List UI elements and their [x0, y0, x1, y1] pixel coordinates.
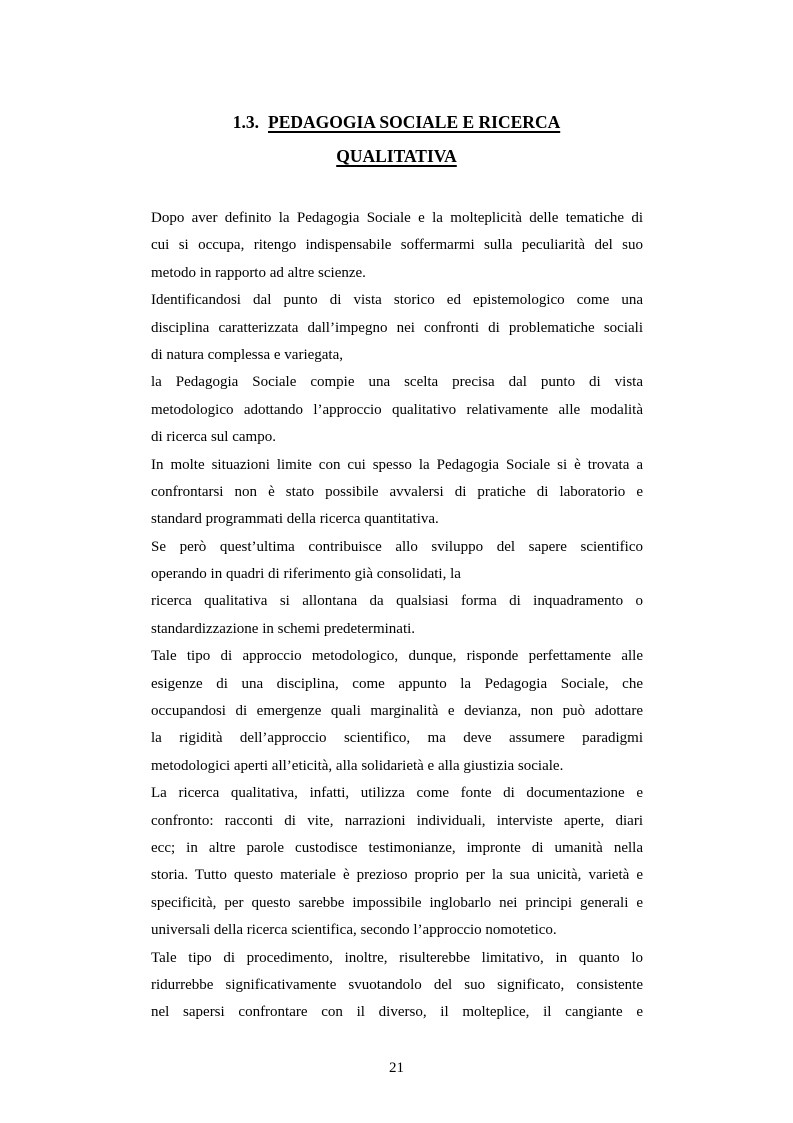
text-line: occupandosi di emergenze quali marginalità e devianza, non può adottare: [151, 703, 643, 720]
section-heading-line-2: [150, 146, 643, 166]
text-line: ridurrebbe significativamente svuotandolo del suo significato, consistente: [151, 976, 643, 993]
text-line: disciplina caratterizzata dall’impegno nei confronti di problematiche sociali: [151, 319, 643, 336]
text-line: la Pedagogia Sociale compie una scelta precisa dal punto di vista: [151, 374, 643, 391]
page-number: 21: [389, 1060, 404, 1076]
text-line: metodologici aperti all’eticità, alla solidarietà e alla giustizia sociale.: [151, 757, 564, 774]
text-line: di natura complessa e variegata,: [151, 346, 343, 363]
text-line: standardizzazione in schemi predeterminati.: [151, 620, 416, 637]
text-line: ecc; in altre parole custodisce testimonianze, impronte di umanità nella: [151, 839, 643, 856]
section-title-part-1: PEDAGOGIA SOCIALE E RICERCA: [268, 112, 561, 132]
text-line: metodologico adottando l’approccio qualitativo relativamente alle modalità: [151, 401, 643, 418]
section-title-part-2: QUALITATIVA: [336, 146, 457, 166]
section-heading-line-1: [150, 112, 643, 132]
text-line: Se però quest’ultima contribuisce allo sviluppo del sapere scientifico: [151, 538, 643, 555]
section-number: 1.3.: [232, 112, 260, 132]
text-line: Dopo aver definito la Pedagogia Sociale e la molteplicità delle tematiche di: [151, 210, 643, 226]
text-line: esigenze di una disciplina, come appunto la Pedagogia Sociale, che: [151, 675, 643, 692]
text-line: ricerca qualitativa si allontana da qualsiasi forma di inquadramento o: [151, 593, 643, 610]
text-line: Tale tipo di approccio metodologico, dunque, risponde perfettamente alle: [151, 648, 643, 665]
text-line: la rigidità dell’approccio scientifico, ma deve assumere paradigmi: [151, 730, 643, 747]
text-line: standard programmati della ricerca quantitativa.: [151, 511, 439, 528]
text-line: Identificandosi dal punto di vista storico ed epistemologico come una: [151, 292, 643, 309]
text-line: Tale tipo di procedimento, inoltre, risulterebbe limitativo, in quanto lo: [151, 949, 643, 966]
text-line: nel sapersi confrontare con il diverso, il molteplice, il cangiante e: [151, 1004, 643, 1021]
text-line: confronto: racconti di vite, narrazioni individuali, interviste aperte, diari: [151, 812, 643, 829]
text-line: La ricerca qualitativa, infatti, utilizza come fonte di documentazione e: [151, 785, 643, 802]
text-line: metodo in rapporto ad altre scienze.: [151, 264, 366, 281]
text-line: In molte situazioni limite con cui spesso la Pedagogia Sociale si è trovata a: [151, 456, 643, 473]
text-line: operando in quadri di riferimento già consolidati, la: [151, 566, 461, 583]
text-line: cui si occupa, ritengo indispensabile soffermarmi sulla peculiarità del suo: [151, 237, 643, 254]
text-line: universali della ricerca scientifica, secondo l’approccio nomotetico.: [151, 922, 557, 939]
text-line: confrontarsi non è stato possibile avvalersi di pratiche di laboratorio e: [151, 483, 643, 500]
text-line: storia. Tutto questo materiale è prezioso proprio per la sua unicità, varietà e: [151, 867, 643, 884]
body-text: [151, 205, 643, 1027]
text-line: specificità, per questo sarebbe impossibile inglobarlo nei principi generali e: [151, 894, 643, 911]
text-line: di ricerca sul campo.: [151, 429, 276, 446]
